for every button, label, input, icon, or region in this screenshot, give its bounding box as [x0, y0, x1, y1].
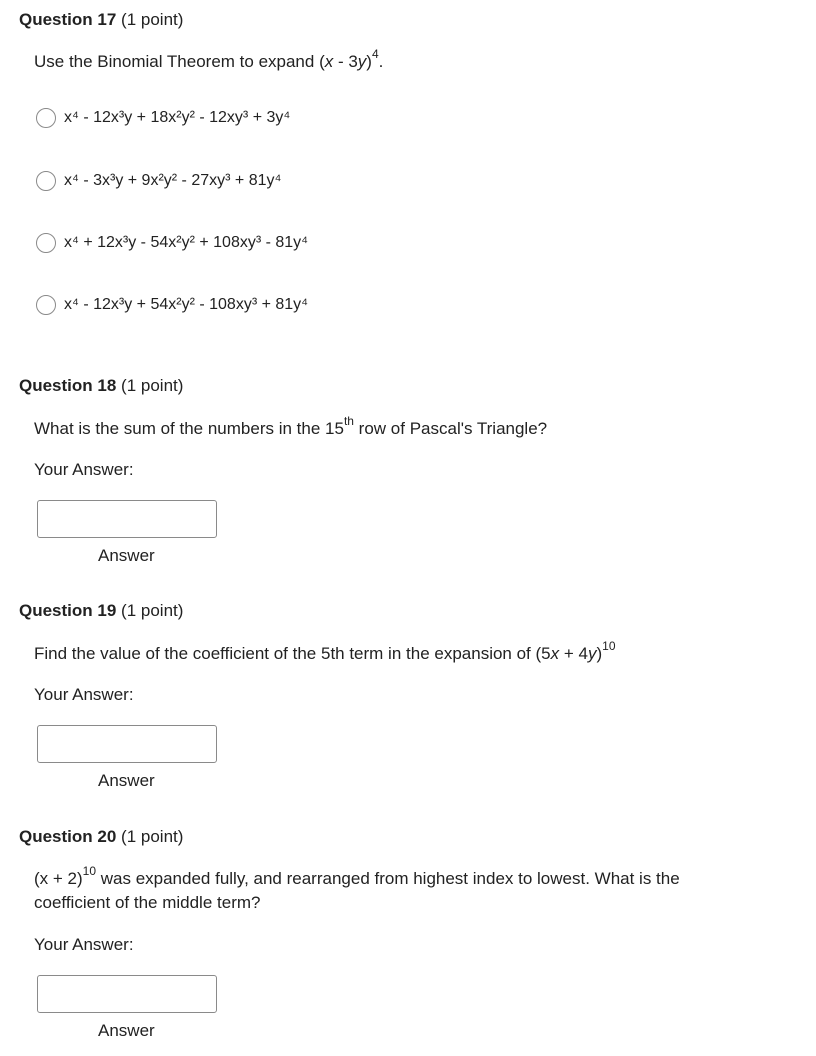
- question-17-option-2[interactable]: [36, 171, 281, 191]
- radio-button[interactable]: [36, 233, 56, 253]
- radio-button[interactable]: [36, 295, 56, 315]
- question-number: Question 18: [19, 376, 117, 395]
- answer-caption: Answer: [98, 1021, 155, 1040]
- radio-button[interactable]: [36, 171, 56, 191]
- option-label: x⁴ - 3x³y + 9x²y² - 27xy³ + 81y⁴: [64, 172, 282, 189]
- answer-input[interactable]: [37, 725, 217, 763]
- question-19-prompt: Find the value of the coefficient of the 5th term in the expansion of $(5x + 4y)^{10}$: [34, 639, 616, 663]
- question-number: Question 19: [19, 601, 117, 620]
- option-label: x⁴ + 12x³y - 54x²y² + 108xy³ - 81y⁴: [64, 234, 309, 251]
- question-points: (1 point): [121, 601, 184, 620]
- question-17-option-3[interactable]: [36, 233, 308, 253]
- question-20-prompt: $(x + 2)^{10}$ was expanded fully, and rearranged from highest index to lowest. What is the coefficient of the middle term?: [34, 864, 680, 912]
- question-18-title: [19, 376, 183, 396]
- question-17-title: [19, 10, 183, 30]
- question-20-title: [19, 827, 183, 847]
- question-17-prompt: Use the Binomial Theorem to expand (x - 3y)$^4$.: [34, 47, 384, 71]
- your-answer-label: Your Answer:: [34, 935, 134, 954]
- answer-caption: Answer: [98, 771, 155, 790]
- question-17-option-4[interactable]: [36, 295, 308, 315]
- question-points: (1 point): [121, 827, 184, 846]
- option-label: x⁴ - 12x³y + 18x²y² - 12xy³ + 3y⁴: [64, 109, 291, 126]
- answer-input[interactable]: [37, 500, 217, 538]
- question-18-prompt: What is the sum of the numbers in the 15th row of Pascal's Triangle?: [34, 414, 548, 438]
- question-17-option-1[interactable]: [36, 108, 290, 128]
- question-points: (1 point): [121, 10, 184, 29]
- answer-input[interactable]: [37, 975, 217, 1013]
- option-label: x⁴ - 12x³y + 54x²y² - 108xy³ + 81y⁴: [64, 296, 309, 313]
- question-number: Question 20: [19, 827, 117, 846]
- question-19-title: [19, 601, 183, 621]
- question-number: Question 17: [19, 10, 117, 29]
- your-answer-label: Your Answer:: [34, 685, 134, 704]
- your-answer-label: Your Answer:: [34, 460, 134, 479]
- radio-button[interactable]: [36, 108, 56, 128]
- question-points: (1 point): [121, 376, 184, 395]
- answer-caption: Answer: [98, 546, 155, 565]
